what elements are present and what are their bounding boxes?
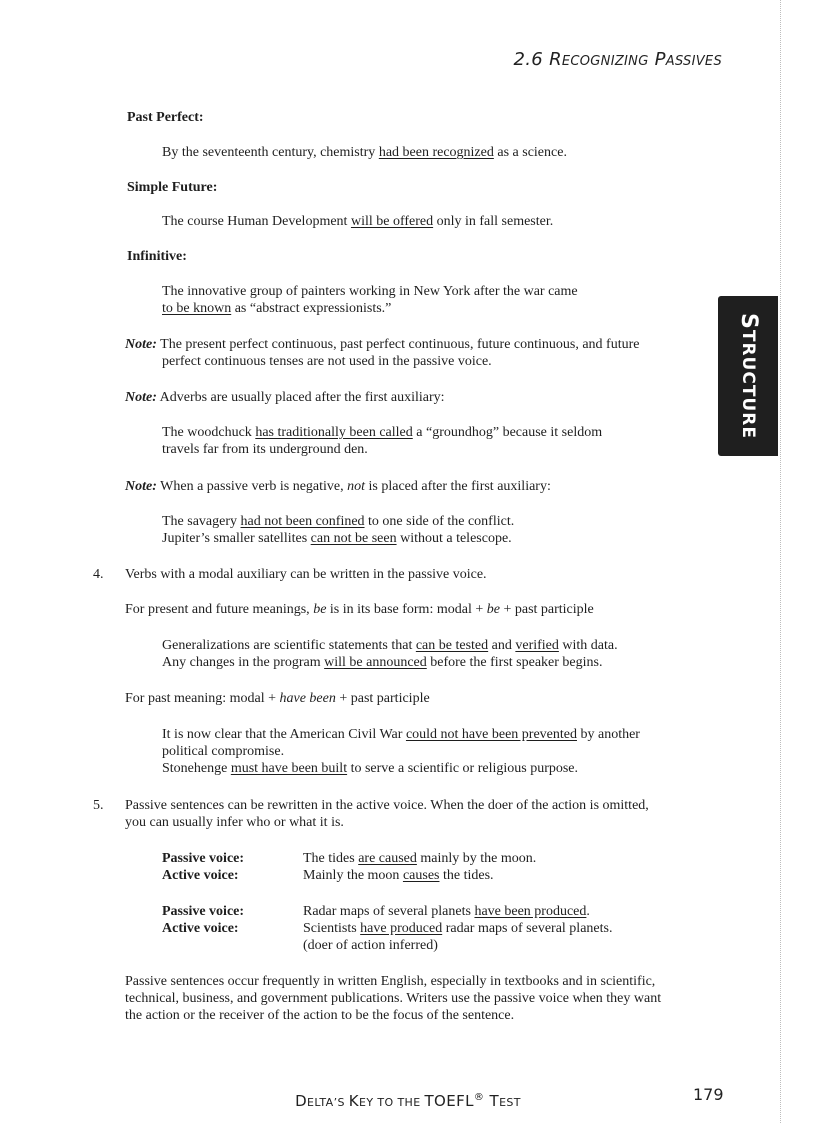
example-past-perfect: By the seventeenth century, chemistry had been recognized as a science. xyxy=(162,145,567,160)
item-4-example-3-line2: political compromise. xyxy=(162,744,285,759)
note-2: Note: Adverbs are usually placed after the first auxiliary: xyxy=(125,390,445,405)
section-number: 2.6 xyxy=(513,49,544,70)
item-5-line2: you can usually infer who or what it is. xyxy=(125,815,344,830)
note-1: Note: The present perfect continuous, past perfect continuous, future continuous, and future xyxy=(125,337,640,352)
running-header: 2.6 RECOGNIZING PASSIVES xyxy=(513,49,722,70)
pair-1-passive: The tides are caused mainly by the moon. xyxy=(303,851,537,866)
example-infinitive-line2: to be known as “abstract expressionists.” xyxy=(162,301,392,316)
active-voice-label-1: Active voice: xyxy=(162,868,239,883)
pair-2-active-note: (doer of action inferred) xyxy=(303,938,438,953)
item-4-example-3: It is now clear that the American Civil War could not have been prevented by another xyxy=(162,727,640,742)
item-4-past-rule: For past meaning: modal + have been + past participle xyxy=(125,691,430,706)
closing-line-1: Passive sentences occur frequently in written English, especially in textbooks and in scientific, xyxy=(125,974,656,989)
pair-2-active: Scientists have produced radar maps of several planets. xyxy=(303,921,613,936)
note-1-line2: perfect continuous tenses are not used in the passive voice. xyxy=(162,354,492,369)
note-3-example-1: The savagery had not been confined to one side of the conflict. xyxy=(162,514,515,529)
note-2-example: The woodchuck has traditionally been called a “groundhog” because it seldom xyxy=(162,425,603,440)
passive-voice-label-2: Passive voice: xyxy=(162,904,245,919)
item-4-example-1: Generalizations are scientific statements that can be tested and verified with data. xyxy=(162,638,618,653)
closing-line-2: technical, business, and government publications. Writers use the passive voice when they want xyxy=(125,991,662,1006)
structure-side-tab: STRUCTURE xyxy=(718,296,778,456)
heading-past-perfect: Past Perfect: xyxy=(127,110,204,125)
item-4-example-2: Any changes in the program will be announced before the first speaker begins. xyxy=(162,655,603,670)
example-infinitive-line1: The innovative group of painters working in New York after the war came xyxy=(162,284,578,299)
item-5-number: 5. xyxy=(93,798,104,813)
closing-line-3: the action or the receiver of the action to be the focus of the sentence. xyxy=(125,1008,515,1023)
passive-voice-label-1: Passive voice: xyxy=(162,851,245,866)
item-4-present-rule: For present and future meanings, be is in its base form: modal + be + past participle xyxy=(125,602,594,617)
running-footer: DELTA’S KEY TO THE TOEFL® TEST xyxy=(295,1092,521,1110)
note-3-example-2: Jupiter’s smaller satellites can not be seen without a telescope. xyxy=(162,531,512,546)
item-4-number: 4. xyxy=(93,567,104,582)
heading-infinitive: Infinitive: xyxy=(127,249,187,264)
item-4-example-4: Stonehenge must have been built to serve a scientific or religious purpose. xyxy=(162,761,579,776)
active-voice-label-2: Active voice: xyxy=(162,921,239,936)
item-5-line1: Passive sentences can be rewritten in the active voice. When the doer of the action is omitted, xyxy=(125,798,649,813)
example-simple-future: The course Human Development will be offered only in fall semester. xyxy=(162,214,554,229)
note-2-example-line2: travels far from its underground den. xyxy=(162,442,368,457)
heading-simple-future: Simple Future: xyxy=(127,180,218,195)
page-edge-rule xyxy=(780,0,782,1123)
pair-2-passive: Radar maps of several planets have been produced. xyxy=(303,904,590,919)
pair-1-active: Mainly the moon causes the tides. xyxy=(303,868,494,883)
note-3: Note: When a passive verb is negative, not is placed after the first auxiliary: xyxy=(125,479,551,494)
page-number: 179 xyxy=(693,1085,724,1104)
item-4-text: Verbs with a modal auxiliary can be written in the passive voice. xyxy=(125,567,487,582)
